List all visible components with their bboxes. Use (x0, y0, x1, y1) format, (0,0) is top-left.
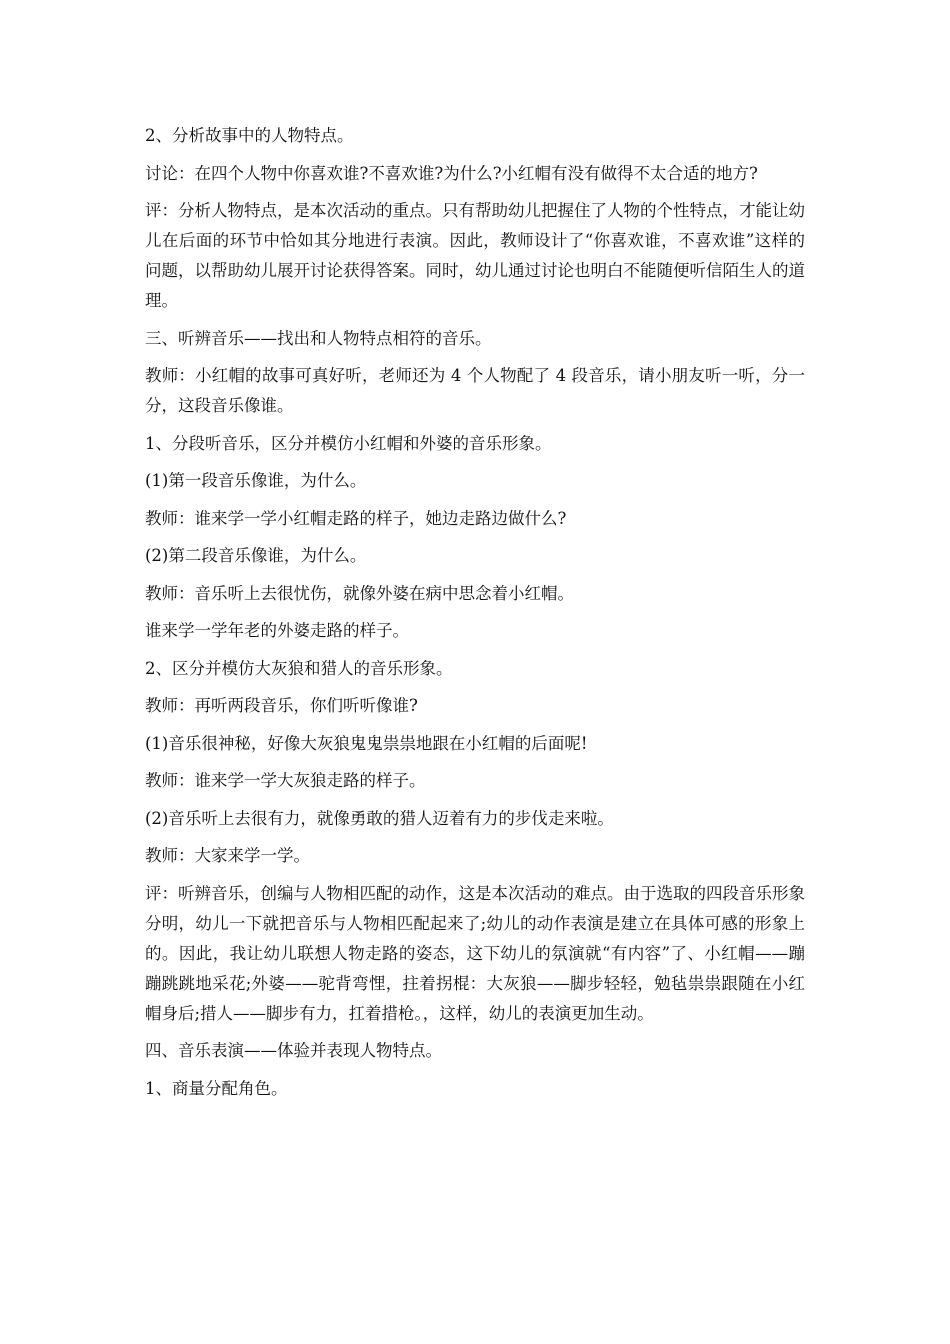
teacher-paragraph: 教师：谁来学一学大灰狼走路的样子。 (145, 771, 426, 790)
section-heading: 2、分析故事中的人物特点。 (145, 126, 354, 145)
list-item: (1)第一段音乐像谁，为什么。 (145, 471, 367, 490)
commentary-paragraph: 评：听辨音乐，创编与人物相匹配的动作，这是本次活动的难点。由于选取的四段音乐形象分明，幼儿一下就把音乐与人物相匹配起来了;幼儿的动作表演是建立在具体可感的形象上的。因此，我让幼儿联想人物走路的姿态，这下幼儿的氛演就“有内容”了、小红帽——蹦蹦跳跳地采花;外婆——驼背弯悝，拄着拐棍：大灰狼——脚步轻轻，勉毡祟祟跟随在小红帽身后;措人——脚步有力，扛着措枪。，这样，幼儿的表演更加生动。 (145, 883, 805, 1023)
teacher-paragraph: 教师：谁来学一学小红帽走路的样子，她边走路边做什么? (145, 508, 567, 528)
section-heading: 四、音乐表演——体验并表现人物特点。 (145, 1041, 442, 1060)
teacher-paragraph: 教师：音乐听上去很忧伤，就像外婆在病中思念着小红帽。 (145, 583, 574, 603)
list-item: (2)第二段音乐像谁，为什么。 (145, 546, 367, 565)
document-body (145, 121, 805, 1111)
teacher-paragraph: 教师：再听两段音乐，你们听听像谁? (145, 696, 418, 715)
subsection-heading: 2、区分并模仿大灰狼和猎人的音乐形象。 (145, 658, 453, 678)
section-heading: 三、听辨音乐——找出和人物特点相符的音乐。 (145, 328, 492, 348)
subsection-heading: 1、商量分配角色。 (145, 1078, 288, 1098)
teacher-paragraph: 教师：大家来学一学。 (145, 846, 310, 865)
list-item: (2)音乐听上去很有力，就像勇敢的猎人迈着有力的步伐走来啦。 (145, 808, 614, 828)
body-paragraph: 谁来学一学年老的外婆走路的样子。 (145, 621, 409, 640)
discussion-paragraph: 讨论：在四个人物中你喜欢谁?不喜欢谁?为什么?小红帽有没有做得不太合适的地方? (145, 163, 758, 183)
teacher-paragraph: 教师：小红帽的故事可真好听，老师还为 4 个人物配了 4 段音乐，请小朋友听一听，分一分，这段音乐像谁。 (145, 366, 805, 415)
commentary-paragraph: 评：分析人物特点，是本次活动的重点。只有帮助幼儿把握住了人物的个性特点，才能让幼儿在后面的环节中恰如其分地进行表演。因此，教师设计了“你喜欢谁，不喜欢谁”这样的问题，以帮助幼儿展开讨论获得答案。同时，幼儿通过讨论也明白不能随便听信陌生人的道理。 (145, 201, 805, 310)
list-item: (1)音乐很神秘，好像大灰狼鬼鬼祟祟地跟在小红帽的后面呢! (145, 733, 588, 753)
subsection-heading: 1、分段听音乐，区分并模仿小红帽和外婆的音乐形象。 (145, 433, 552, 453)
